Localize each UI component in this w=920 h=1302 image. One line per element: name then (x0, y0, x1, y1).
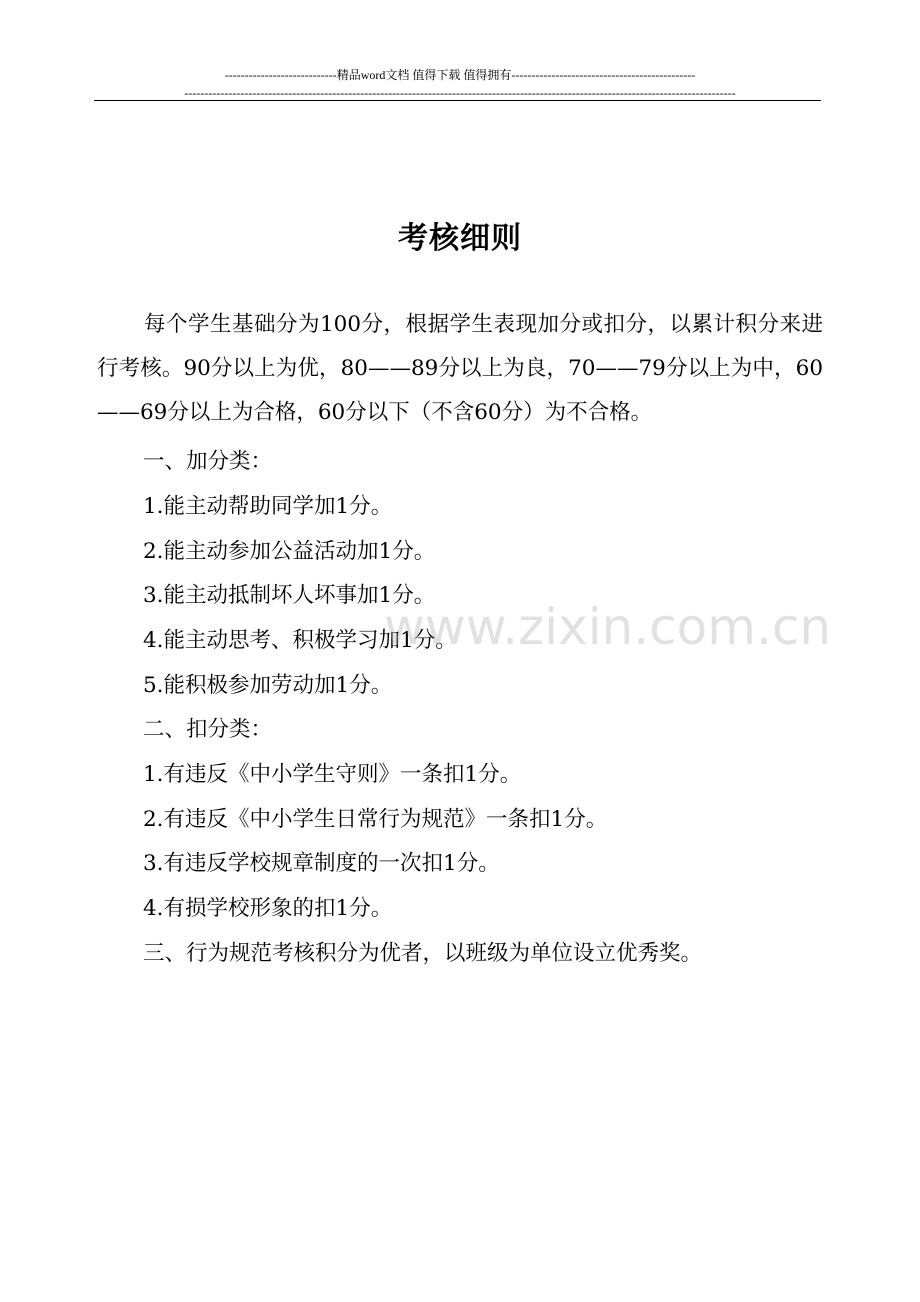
add-item-4: 4.能主动思考、积极学习加1分。 (143, 628, 457, 653)
page-header-dashes: ------------------------------------------------------------------------------------------------------------------------------------------ (184, 86, 736, 100)
deduct-section-heading: 二、扣分类： (143, 717, 273, 742)
add-item-3: 3.能主动抵制坏人坏事加1分。 (143, 583, 436, 608)
deduct-item-3: 3.有违反学校规章制度的一次扣1分。 (143, 851, 500, 876)
site-watermark: www.zixin.com.cn (384, 598, 832, 656)
page-header-banner: ----------------------------精品word文档 值得下载 值得拥有---------------------------------------------- (224, 68, 696, 82)
add-section-heading: 一、加分类： (143, 449, 273, 474)
header-divider (94, 100, 821, 101)
deduct-item-4: 4.有损学校形象的扣1分。 (143, 896, 393, 921)
deduct-item-1: 1.有违反《中小学生守则》一条扣1分。 (143, 762, 522, 787)
award-section: 三、行为规范考核积分为优者，以班级为单位设立优秀奖。 (143, 941, 703, 966)
add-item-1: 1.能主动帮助同学加1分。 (143, 494, 393, 519)
deduct-item-2: 2.有违反《中小学生日常行为规范》一条扣1分。 (143, 807, 608, 832)
add-item-5: 5.能积极参加劳动加1分。 (143, 673, 393, 698)
document-title: 考核细则 (398, 221, 522, 256)
intro-paragraph: 每个学生基础分为100分，根据学生表现加分或扣分，以累计积分来进行考核。90分以上为优，80——89分以上为良，70——79分以上为中，60——69分以上为合格，60分以下（不含60分）为不合格。 (97, 312, 823, 425)
add-item-2: 2.能主动参加公益活动加1分。 (143, 539, 436, 564)
